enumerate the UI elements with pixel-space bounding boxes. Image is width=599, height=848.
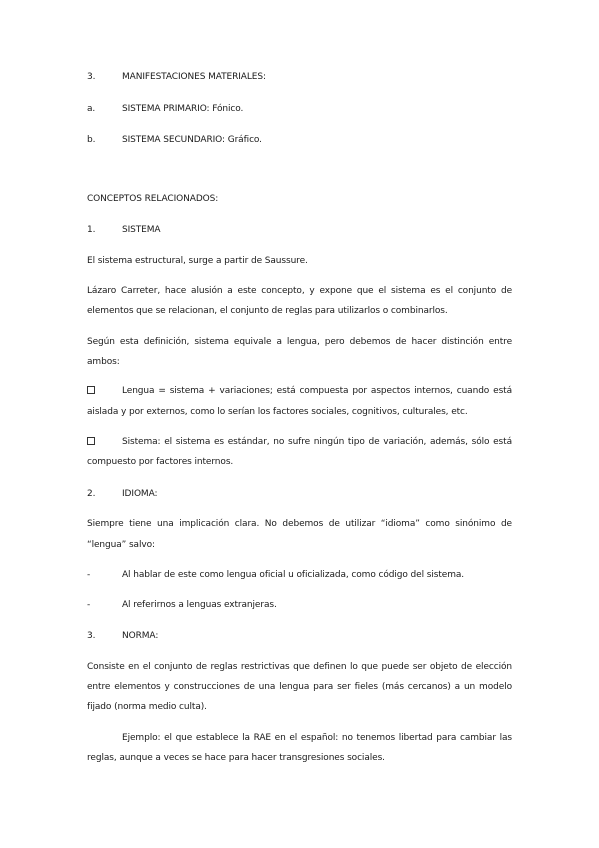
bullet-line: compuesto por factores internos.	[87, 457, 234, 467]
paragraph-line: elementos que se relacionan, el conjunto de reglas para utilizarlos o combinarlos.	[87, 306, 448, 316]
subsection-heading: IDIOMA:	[122, 489, 158, 499]
subsection-heading: NORMA:	[122, 631, 159, 641]
list-letter: a.	[87, 104, 96, 114]
subsection-heading: SISTEMA	[122, 225, 161, 235]
paragraph-line: Siempre tiene una implicación clara. No debemos de utilizar “idioma” como sinónimo de	[87, 519, 512, 529]
paragraph-line: El sistema estructural, surge a partir de Saussure.	[87, 256, 308, 266]
list-number: 3.	[87, 631, 96, 641]
paragraph-line: Ejemplo: el que establece la RAE en el español: no tenemos libertad para cambiar las	[122, 733, 512, 743]
dash-marker: -	[87, 570, 91, 580]
section-heading: MANIFESTACIONES MATERIALES:	[122, 72, 266, 82]
bullet-line: Lengua = sistema + variaciones; está compuesta por aspectos internos, cuando está	[122, 386, 512, 396]
list-item: Al referirnos a lenguas extranjeras.	[122, 600, 277, 610]
dash-marker: -	[87, 600, 91, 610]
list-letter: b.	[87, 135, 96, 145]
list-item: SISTEMA SECUNDARIO: Gráfico.	[122, 135, 262, 145]
list-number: 3.	[87, 72, 96, 82]
paragraph-line: “lengua” salvo:	[87, 540, 155, 550]
bullet-line: aislada y por externos, como lo serían los factores sociales, cognitivos, culturales, etc.	[87, 407, 468, 417]
bullet-box-icon	[87, 437, 95, 445]
list-item: Al hablar de este como lengua oficial u oficializada, como código del sistema.	[122, 570, 465, 580]
section-heading: CONCEPTOS RELACIONADOS:	[87, 194, 219, 204]
paragraph-line: reglas, aunque a veces se hace para hacer transgresiones sociales.	[87, 753, 385, 763]
bullet-box-icon	[87, 386, 95, 394]
paragraph-line: Según esta definición, sistema equivale a lengua, pero debemos de hacer distinción entre	[87, 337, 512, 347]
list-number: 2.	[87, 489, 96, 499]
paragraph-line: entre elementos y construcciones de una lengua para ser fieles (más cercanos) a un modelo	[87, 682, 512, 692]
bullet-line: Sistema: el sistema es estándar, no sufre ningún tipo de variación, además, sólo está	[122, 437, 512, 447]
paragraph-line: fijado (norma medio culta).	[87, 702, 207, 712]
paragraph-line: Lázaro Carreter, hace alusión a este concepto, y expone que el sistema es el conjunto de	[87, 286, 512, 296]
list-item: SISTEMA PRIMARIO: Fónico.	[122, 104, 244, 114]
paragraph-line: ambos:	[87, 357, 120, 367]
list-number: 1.	[87, 225, 96, 235]
paragraph-line: Consiste en el conjunto de reglas restrictivas que definen lo que puede ser objeto de elección	[87, 662, 512, 672]
